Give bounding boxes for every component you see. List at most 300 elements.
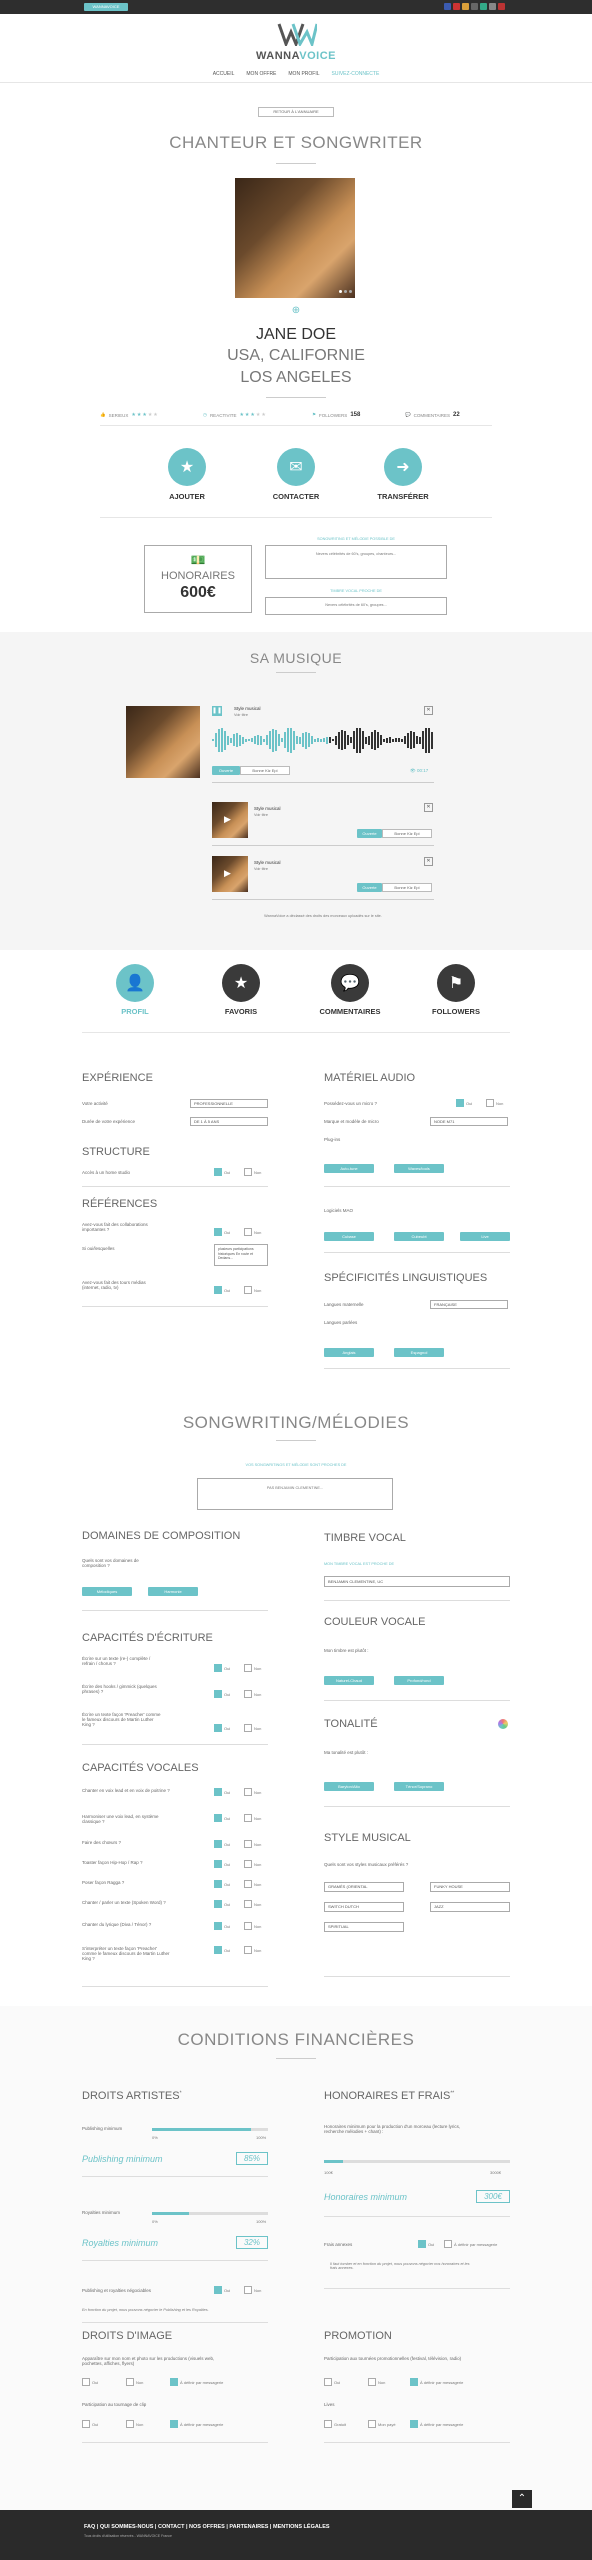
micro-yes-label: Oui xyxy=(466,1101,473,1106)
timbre-title: TIMBRE VOCAL xyxy=(324,1532,406,1544)
vocales-q2-no-label: Non xyxy=(254,1816,262,1821)
pause-icon[interactable]: ❚❚ xyxy=(212,708,223,714)
vocales-q7-yes-label: Oui xyxy=(224,1924,231,1929)
couleur-label: Mon timbre est plutôt : xyxy=(324,1648,369,1653)
studio-no-checkbox[interactable] xyxy=(244,1168,252,1176)
timbre-field[interactable]: BENJAMIN CLEMENTINE, UC xyxy=(324,1576,510,1587)
main-track-style: Style musical xyxy=(234,706,261,711)
stats-divider xyxy=(100,425,492,426)
footer-sub: Tous droits d'utilisation réservés - WANNAVOICE France xyxy=(84,2534,173,2538)
image-q2-defined-label: À définir par messagerie xyxy=(180,2422,224,2427)
play-circle-icon[interactable]: ⊕ xyxy=(291,305,301,316)
frais-defined-checkbox[interactable] xyxy=(444,2240,452,2248)
activity-label: Votre activité xyxy=(82,1101,108,1106)
track3-style: Style musical xyxy=(254,860,281,865)
neg-yes-checkbox[interactable] xyxy=(214,2286,222,2294)
main-track-divider xyxy=(212,782,434,783)
promo-q1-defined-label: À définir par messagerie xyxy=(420,2380,464,2385)
waveform-bar xyxy=(344,731,346,749)
track2-close-icon[interactable]: ✕ xyxy=(424,803,433,812)
waveform-bar xyxy=(254,736,256,744)
image-q1-yes-checkbox[interactable] xyxy=(82,2378,90,2386)
footer xyxy=(0,2510,592,2560)
ecriture-q3-no-checkbox[interactable] xyxy=(244,1724,252,1732)
ecriture-q1-no-label: Non xyxy=(254,1666,262,1671)
vocales-q4-yes-label: Oui xyxy=(224,1862,231,1867)
main-track-tag2[interactable]: Bonne Kiz Epi xyxy=(240,766,290,775)
micro-yes-checkbox[interactable] xyxy=(456,1099,464,1107)
vocales-q4-no-label: Non xyxy=(254,1862,262,1867)
reactivite-stars: ★★★★★ xyxy=(239,412,267,418)
transfer-label[interactable]: TRANSFÉRER xyxy=(377,492,429,501)
promo-q2-defined-label: À définir par messagerie xyxy=(420,2422,464,2427)
droits-title-text: DROITS ARTISTES xyxy=(82,2090,180,2102)
waveform-bar xyxy=(284,732,286,748)
waveform-bar xyxy=(236,733,238,747)
frais-yes-checkbox[interactable] xyxy=(418,2240,426,2248)
style-item-5[interactable]: SPIRITUAL xyxy=(324,1922,404,1932)
scroll-top-icon[interactable]: ⌃ xyxy=(512,2490,532,2508)
micro-no-checkbox[interactable] xyxy=(486,1099,494,1107)
track2-divider xyxy=(212,845,434,846)
image-q2-yes-checkbox[interactable] xyxy=(82,2420,90,2428)
track2-tag2[interactable]: Bonne Kiz Epi xyxy=(382,829,432,838)
style-sep xyxy=(324,1976,510,1977)
ecriture-q1-yes-checkbox[interactable] xyxy=(214,1664,222,1672)
promo-q2-defined-checkbox[interactable] xyxy=(410,2420,418,2428)
vocales-q8: S'interpréter un texte façon 'Preacher' comme le fameux discours de Martin Luther King ? xyxy=(82,1946,170,1961)
logiciel-label: Logiciels MAO xyxy=(324,1208,354,1213)
roy-sep xyxy=(82,2260,268,2261)
media-yes-checkbox[interactable] xyxy=(214,1286,222,1294)
mother-field[interactable]: FRANÇAISE xyxy=(430,1300,508,1309)
songwriting-subtitle: VOS SONGWRITINGS ET MÉLODIE SONT PROCHES DE xyxy=(245,1463,347,1467)
vocales-q1-no-checkbox[interactable] xyxy=(244,1788,252,1796)
serieux-stars: ★★★★★ xyxy=(131,412,159,418)
footer-links[interactable]: FAQ | QUI SOMMES-NOUS | CONTACT | NOS OFFRES | PARTENAIRES | MENTIONS LÉGALES xyxy=(84,2524,330,2530)
media-yes-label: Oui xyxy=(224,1288,231,1293)
thumb-icon: 👍 xyxy=(100,412,106,417)
vocales-q7-yes-checkbox[interactable] xyxy=(214,1922,222,1930)
top-badge[interactable]: WANNAVOICE xyxy=(84,3,128,11)
profile-photo xyxy=(235,178,355,298)
promo-q2-paid-checkbox[interactable] xyxy=(368,2420,376,2428)
songwriting-title-divider xyxy=(276,1440,316,1441)
media-label: Avez-vous fait des tours médias (internet, radio, tv) xyxy=(82,1280,146,1290)
collab-no-checkbox[interactable] xyxy=(244,1228,252,1236)
structure-title: STRUCTURE xyxy=(82,1146,150,1158)
vocales-q8-yes-label: Oui xyxy=(224,1948,231,1953)
brand-field[interactable]: NODE M71 xyxy=(430,1117,508,1126)
tab-profil-icon[interactable]: 👤 xyxy=(116,964,154,1002)
roy-title: Royalties minimum xyxy=(82,2238,159,2248)
main-track-tag1[interactable]: Ouverte xyxy=(212,766,240,775)
track3-close-icon[interactable]: ✕ xyxy=(424,857,433,866)
references-title: RÉFÉRENCES xyxy=(82,1198,158,1210)
waveform-bar xyxy=(263,739,265,742)
logo-icon[interactable] xyxy=(277,22,317,46)
top-bar xyxy=(0,0,592,14)
activity-field[interactable]: PROFESSIONNELLE xyxy=(190,1099,268,1108)
waveform-bar xyxy=(347,735,349,745)
waveform-bar xyxy=(362,731,364,749)
lang-anglais-button[interactable]: Anglais xyxy=(324,1348,374,1357)
image-q2-defined-checkbox[interactable] xyxy=(170,2420,178,2428)
tab-commentaires[interactable]: COMMENTAIRES xyxy=(319,1007,381,1016)
contact-mail-icon[interactable]: ✉ xyxy=(277,448,315,486)
pub-slider[interactable] xyxy=(152,2128,268,2131)
waveform-bar xyxy=(365,737,367,744)
flag-pt-icon[interactable] xyxy=(489,3,496,10)
waveform-bar xyxy=(227,736,229,745)
promo-q2-free-label: Gratuit xyxy=(334,2422,347,2427)
tonalite-baryton-button[interactable]: Baryton/Alto xyxy=(324,1782,374,1791)
vocales-title: CAPACITÉS VOCALES xyxy=(82,1762,199,1774)
waveform-bar xyxy=(383,739,385,742)
flag-cn-icon[interactable] xyxy=(498,3,505,10)
vocales-q1-no-label: Non xyxy=(254,1790,262,1795)
waveform-bar xyxy=(353,731,355,749)
color-wheel-icon xyxy=(498,1719,508,1729)
waveform-bar xyxy=(224,731,226,750)
waveform-bar xyxy=(317,738,319,742)
waveform-bar xyxy=(374,730,376,750)
vocales-q6-no-label: Non xyxy=(254,1902,262,1907)
waveform-bar xyxy=(290,728,292,753)
linguistique-title: SPÉCIFICITÉS LINGUISTIQUES xyxy=(324,1272,488,1284)
waveform-bar xyxy=(356,728,358,753)
tonalite-sep xyxy=(324,1806,510,1807)
waveform-bar xyxy=(386,738,388,743)
vocales-q3-yes-label: Oui xyxy=(224,1842,231,1847)
pub-value-box[interactable]: 85% xyxy=(236,2152,268,2165)
duration-field[interactable]: DE 1 À 5 ANS xyxy=(190,1117,268,1126)
vocales-q7-no-label: Non xyxy=(254,1924,262,1929)
waveform-bar xyxy=(281,738,283,742)
hf-max: 3000€ xyxy=(490,2170,502,2175)
studio-yes-checkbox[interactable] xyxy=(214,1168,222,1176)
flag-es-icon[interactable] xyxy=(462,3,469,10)
tab-followers-icon[interactable]: ⚑ xyxy=(437,964,475,1002)
promo-q1-defined-checkbox[interactable] xyxy=(410,2378,418,2386)
tab-followers[interactable]: FOLLOWERS xyxy=(432,1007,480,1016)
mother-label: Langues maternelle xyxy=(324,1302,364,1307)
vocales-q8-yes-checkbox[interactable] xyxy=(214,1946,222,1954)
waveform-bar xyxy=(413,732,415,748)
main-track-time-value: 00:17 xyxy=(416,768,429,773)
songwriting-box-title: SONGWRITING ET MÉLODIE POSSIBLE DE xyxy=(317,537,395,541)
droits-note: En fonction du projet, nous pouvons négocier le Publishing et les Royalties. xyxy=(82,2308,209,2312)
waveform-bar xyxy=(215,733,217,747)
back-button[interactable]: RETOUR À L'ANNUAIRE xyxy=(258,107,334,117)
neg-label: Publishing et royalties négociables xyxy=(82,2288,152,2293)
tab-favoris[interactable]: FAVORIS xyxy=(224,1007,258,1016)
main-track-sub: Voir titre xyxy=(234,713,248,717)
promotion-title: PROMOTION xyxy=(324,2330,392,2342)
promotion-q1: Participation aux tournées promotionnelles (festival, télévision, radio) xyxy=(324,2356,462,2361)
clock-icon: ◷ xyxy=(203,412,207,417)
track2-tag1[interactable]: Ouverte xyxy=(357,829,382,838)
waveform-bar xyxy=(311,736,313,744)
vocales-q2-yes-checkbox[interactable] xyxy=(214,1814,222,1822)
waveform-bar xyxy=(287,728,289,752)
hf-sep xyxy=(324,2216,510,2217)
promo-q1-no-label: Non xyxy=(378,2380,386,2385)
ecriture-q1-no-checkbox[interactable] xyxy=(244,1664,252,1672)
language-flags xyxy=(444,3,505,10)
couleur-naturel-button[interactable]: Naturel-Chaud xyxy=(324,1676,374,1685)
stat-comments xyxy=(405,412,460,418)
stat-reactivite-label: REACTIVITE xyxy=(209,412,237,418)
flag-fr-icon[interactable] xyxy=(444,3,451,10)
vocales-q8-no-checkbox[interactable] xyxy=(244,1946,252,1954)
vocales-q4-no-checkbox[interactable] xyxy=(244,1860,252,1868)
track2-play-icon[interactable]: ▶ xyxy=(224,814,231,824)
waveform-bar xyxy=(269,731,271,749)
hf-slider-fill xyxy=(324,2160,343,2163)
ecriture-q1-yes-label: Oui xyxy=(224,1666,231,1671)
waveform-bar xyxy=(404,736,406,744)
duration-label: Durée de votre expérience xyxy=(82,1119,136,1124)
logiciel-sep xyxy=(324,1252,510,1253)
waveform-bar xyxy=(428,728,430,753)
waveform-bar xyxy=(380,735,382,745)
image-title: DROITS D'IMAGE xyxy=(82,2330,173,2342)
track3-play-icon[interactable]: ▶ xyxy=(224,868,231,878)
nav-mon-offre[interactable]: MON OFFRE xyxy=(246,71,277,77)
waveform-bar xyxy=(341,730,343,750)
materiel-title: MATÉRIEL AUDIO xyxy=(324,1072,416,1084)
image-q2-no-label: Non xyxy=(136,2422,144,2427)
domaine-harmonie-button[interactable]: Harmonie xyxy=(148,1587,198,1596)
image-q1-defined-checkbox[interactable] xyxy=(170,2378,178,2386)
hf-label: Honoraires minimum pour la production d'un morceau (lecture lyrics, recherche mélodies + chant) : xyxy=(324,2124,461,2134)
vocales-q3-no-checkbox[interactable] xyxy=(244,1840,252,1848)
frais-sep xyxy=(324,2288,510,2289)
style-item-2[interactable]: FUNKY HOUSE xyxy=(430,1882,510,1892)
vocales-q6-yes-checkbox[interactable] xyxy=(214,1900,222,1908)
style-item-4[interactable]: JAZZ xyxy=(430,1902,510,1912)
vocales-q1-yes-label: Oui xyxy=(224,1790,231,1795)
track3-sub: Voir titre xyxy=(254,867,268,871)
plugin-waves-button[interactable]: Waves/tools xyxy=(394,1164,444,1173)
waveform-bar xyxy=(266,735,268,745)
roy-max: 100% xyxy=(256,2219,267,2224)
stat-followers xyxy=(312,412,360,418)
ecriture-q3-no-label: Non xyxy=(254,1726,262,1731)
vocales-q5: Poser façon Ragga ? xyxy=(82,1880,125,1885)
roy-slider[interactable] xyxy=(152,2212,268,2215)
image-q1-no-checkbox[interactable] xyxy=(126,2378,134,2386)
title-divider xyxy=(276,163,316,164)
neg-no-label: Non xyxy=(254,2288,262,2293)
comment-icon: 💬 xyxy=(405,412,411,417)
tonalite-label: Ma tonalité est plutôt : xyxy=(324,1750,369,1755)
waveform-bar xyxy=(242,737,244,744)
vocales-q1: Chanter en voix lead et en voix de poitrine ? xyxy=(82,1788,170,1793)
waveform-bar xyxy=(398,738,400,742)
image-q1-yes-label: Oui xyxy=(92,2380,99,2385)
logo-part1: WANNA xyxy=(256,50,300,62)
neg-yes-label: Oui xyxy=(224,2288,231,2293)
ifyes-field[interactable]: plusieurs participations historiques En route et Dedans... xyxy=(214,1244,268,1266)
ecriture-q2-yes-label: Oui xyxy=(224,1692,231,1697)
waveform-bar xyxy=(275,730,277,751)
roy-value-box[interactable]: 32% xyxy=(236,2236,268,2249)
studio-yes-label: Oui xyxy=(224,1170,231,1175)
waveform-bar xyxy=(410,731,412,749)
promotion-q2: Lives xyxy=(324,2402,335,2407)
nav-mon-profil[interactable]: MON PROFIL xyxy=(288,71,320,77)
vocales-q3-no-label: Non xyxy=(254,1842,262,1847)
waveform-bar xyxy=(278,734,280,746)
waveform-bar xyxy=(371,732,373,749)
waveform-bar xyxy=(335,736,337,745)
pub-min: 0% xyxy=(152,2135,158,2140)
tab-profil[interactable]: PROFIL xyxy=(121,1007,149,1016)
domaine-melodiques-button[interactable]: Mélodiques xyxy=(82,1587,132,1596)
track3-tag1[interactable]: Ouverte xyxy=(357,883,382,892)
domaines-label: Quels sont vos domaines de composition ? xyxy=(82,1558,139,1568)
vocales-q7-no-checkbox[interactable] xyxy=(244,1922,252,1930)
profile-location1: USA, CALIFORNIE xyxy=(227,347,365,364)
vocales-q2-no-checkbox[interactable] xyxy=(244,1814,252,1822)
media-no-checkbox[interactable] xyxy=(244,1286,252,1294)
collab-no-label: Non xyxy=(254,1230,262,1235)
promo-q1-no-checkbox[interactable] xyxy=(368,2378,376,2386)
promo-q1-yes-checkbox[interactable] xyxy=(324,2378,332,2386)
neg-no-checkbox[interactable] xyxy=(244,2286,252,2294)
image-q2-no-checkbox[interactable] xyxy=(126,2420,134,2428)
plugins-sep xyxy=(324,1186,510,1187)
couleur-profond-button[interactable]: Profond/rond xyxy=(394,1676,444,1685)
plugin-autotune-button[interactable]: Auto-tune xyxy=(324,1164,374,1173)
image-q1-defined-label: À définir par messagerie xyxy=(180,2380,224,2385)
lang-espagnol-button[interactable]: Espagnol xyxy=(394,1348,444,1357)
style-item-3[interactable]: SWITCH DUTCH xyxy=(324,1902,404,1912)
vocales-q1-yes-checkbox[interactable] xyxy=(214,1788,222,1796)
waveform-bar xyxy=(239,735,241,746)
references-sep xyxy=(82,1306,268,1307)
tab-favoris-icon[interactable]: ★ xyxy=(222,964,260,1002)
contact-label[interactable]: CONTACTER xyxy=(272,492,320,501)
vocales-q4-yes-checkbox[interactable] xyxy=(214,1860,222,1868)
flag-it-icon[interactable] xyxy=(480,3,487,10)
frais-label: Frais annexes xyxy=(324,2242,353,2247)
style-item-1[interactable]: GRAMÉS (ORIENTAL xyxy=(324,1882,404,1892)
ecriture-q2-no-checkbox[interactable] xyxy=(244,1690,252,1698)
flag-en-icon[interactable] xyxy=(453,3,460,10)
conditions-title-divider xyxy=(276,2058,316,2059)
waveform-bar xyxy=(326,737,328,744)
collab-yes-checkbox[interactable] xyxy=(214,1228,222,1236)
flag-de-icon[interactable] xyxy=(471,3,478,10)
vocales-q5-yes-checkbox[interactable] xyxy=(214,1880,222,1888)
pub-label: Publishing minimum xyxy=(82,2126,123,2131)
tonalite-title: TONALITÉ xyxy=(324,1718,378,1730)
close-icon[interactable]: ✕ xyxy=(424,706,433,715)
ecriture-q2-no-label: Non xyxy=(254,1692,262,1697)
hf-title2: Honoraires minimum xyxy=(324,2192,408,2202)
logo-text[interactable] xyxy=(0,50,592,62)
logiciel-live-button[interactable]: Live xyxy=(460,1232,510,1241)
timbre-subtitle: MON TIMBRE VOCAL EST PROCHE DE xyxy=(324,1562,394,1566)
tonalite-tenor-button[interactable]: Ténor/Soprano xyxy=(394,1782,444,1791)
spoken-label: Langues parlées xyxy=(324,1320,358,1325)
ecriture-q3: Écrire un texte façon 'Preacher' comme le fameux discours de Martin Luther King ? xyxy=(82,1712,161,1727)
hf-slider[interactable] xyxy=(324,2160,510,2163)
hf-value-box[interactable]: 300€ xyxy=(476,2190,510,2203)
vocales-q7: Chanter du lyrique (Diva / Ténor) ? xyxy=(82,1922,152,1927)
nav-divider xyxy=(0,82,592,83)
waveform-bar xyxy=(248,739,250,741)
ecriture-q3-yes-label: Oui xyxy=(224,1726,231,1731)
pub-title: Publishing minimum xyxy=(82,2154,163,2164)
vocales-q3-yes-checkbox[interactable] xyxy=(214,1840,222,1848)
stat-followers-label: FOLLOWERS xyxy=(319,412,348,418)
waveform-bar xyxy=(323,738,325,742)
promo-q2-free-checkbox[interactable] xyxy=(324,2420,332,2428)
nav-accueil[interactable]: ACCUEIL xyxy=(212,71,235,77)
main-track-cover xyxy=(126,706,200,778)
main-waveform[interactable] xyxy=(212,727,434,753)
couleur-title: COULEUR VOCALE xyxy=(324,1616,426,1628)
image-q2: Participation au tournage de clip xyxy=(82,2402,147,2407)
waveform-bar xyxy=(416,736,418,744)
page-title: CHANTEUR ET SONGWRITER xyxy=(169,133,423,152)
vocales-q5-no-checkbox[interactable] xyxy=(244,1880,252,1888)
ecriture-title: CAPACITÉS D'ÉCRITURE xyxy=(82,1632,213,1644)
ecriture-q3-yes-checkbox[interactable] xyxy=(214,1724,222,1732)
ecriture-q2-yes-checkbox[interactable] xyxy=(214,1690,222,1698)
actions-divider xyxy=(100,517,492,518)
track3-tag2[interactable]: Bonne Kiz Epi xyxy=(382,883,432,892)
waveform-bar xyxy=(425,728,427,753)
waveform-bar xyxy=(296,736,298,744)
songwriting-field[interactable]: PAS BENJAMIN CLEMENTINE... xyxy=(197,1478,393,1510)
waveform-bar xyxy=(368,736,370,745)
studio-no-label: Non xyxy=(254,1170,262,1175)
tab-comments-icon[interactable]: 💬 xyxy=(331,964,369,1002)
add-label[interactable]: AJOUTER xyxy=(169,492,205,501)
add-star-icon[interactable]: ★ xyxy=(168,448,206,486)
waveform-bar xyxy=(350,737,352,743)
stat-followers-count: 158 xyxy=(350,412,361,418)
waveform-bar xyxy=(272,729,274,752)
ecriture-q1: Écrire sur un texte (re-) complète / refrain / chorus ? xyxy=(82,1656,151,1666)
image-q1-no-label: Non xyxy=(136,2380,144,2385)
pub-max: 100% xyxy=(256,2135,267,2140)
transfer-arrow-icon[interactable]: ➜ xyxy=(384,448,422,486)
nav-suivez-connecte[interactable]: SUIVEZ-CONNECTE xyxy=(331,71,380,77)
logiciel-cubase-button[interactable]: Cubase xyxy=(324,1232,374,1241)
vocales-q6-no-checkbox[interactable] xyxy=(244,1900,252,1908)
stat-reactivite xyxy=(203,412,267,418)
eye-icon: 👁 xyxy=(410,768,416,773)
hf-title: HONORAIRES ET FRAIS** xyxy=(324,2090,455,2102)
waveform-bar xyxy=(359,728,361,753)
waveform-bar xyxy=(389,737,391,743)
vocales-q4: Toaster façon Hip-Hop / Rap ? xyxy=(82,1860,143,1865)
waveform-bar xyxy=(245,739,247,742)
hf-min: 100€ xyxy=(324,2170,333,2175)
image-q1: Apparaître sur mon nom et photo sur les productions (visuels web, pochettes, affiches, flyers) xyxy=(82,2356,215,2366)
waveform-bar xyxy=(338,732,340,749)
image-q2-yes-label: Oui xyxy=(92,2422,99,2427)
profile-name: JANE DOE xyxy=(255,326,336,343)
logiciel-cubeubt-button[interactable]: Cubeubt xyxy=(394,1232,444,1241)
promo-q2-paid-label: Mon payé xyxy=(378,2422,396,2427)
